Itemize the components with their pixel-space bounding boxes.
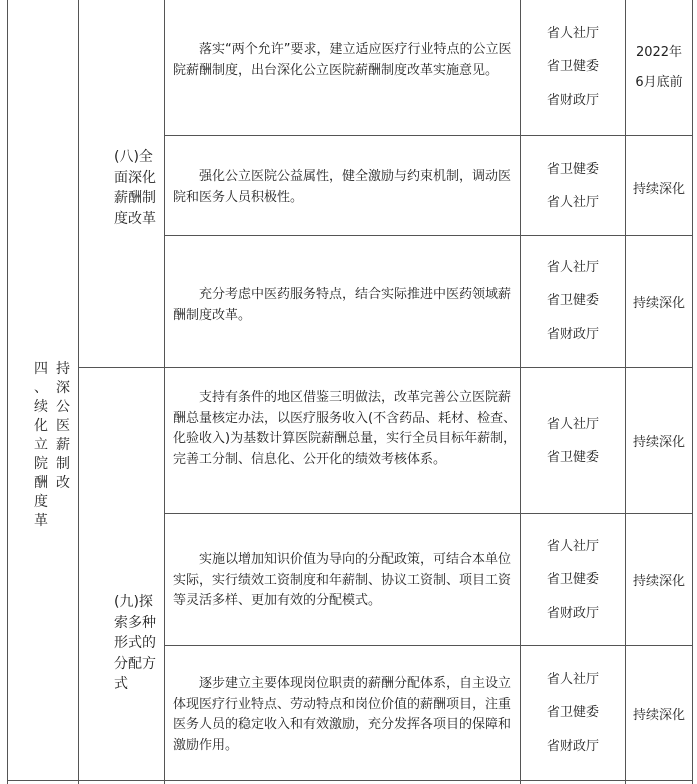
category-char: 医 — [56, 418, 70, 434]
dept-name: 省卫健委 — [546, 705, 599, 721]
category-char: 薪 — [56, 437, 70, 453]
category-char: 四 — [34, 361, 48, 377]
category-char: 公 — [56, 399, 70, 415]
dept-name: 省卫健委 — [546, 293, 599, 309]
table-divider-col2 — [164, 0, 165, 784]
deadline-line: 持续深化 — [632, 181, 685, 197]
dept-name: 省卫健委 — [546, 161, 599, 177]
deadline-line: 持续深化 — [632, 573, 685, 589]
table-border-left — [7, 0, 8, 784]
dept-name: 省卫健委 — [546, 572, 599, 588]
task-text: 逐步建立主要体现岗位职责的薪酬分配体系，自主设立体现医疗行业特点、劳动特点和岗位价值的薪酬项目，注重医务人员的稳定收入和有效激励，充分发挥各项目的保障和激励作用。 — [173, 676, 512, 753]
dept-name: 省财政厅 — [546, 92, 599, 108]
category-char: 深 — [56, 380, 70, 396]
category-char: 、 — [34, 380, 48, 396]
category-char: 革 — [34, 513, 48, 529]
category-char: 续 — [34, 399, 48, 415]
deadline-line: 2022年 — [635, 45, 683, 60]
row-divider — [164, 235, 693, 236]
dept-list — [521, 16, 625, 118]
table-bottom-border — [7, 780, 693, 781]
row-divider — [164, 513, 693, 514]
category-char: 制 — [56, 456, 70, 472]
deadline — [626, 38, 692, 98]
dept-name: 省人社厅 — [546, 259, 599, 275]
deadline-line: 持续深化 — [632, 434, 685, 450]
section-title: (八)全面深化薪酬制度改革 — [114, 149, 156, 227]
category-char: 立 — [34, 437, 48, 453]
dept-name: 省财政厅 — [546, 326, 599, 342]
table-border-right — [692, 0, 693, 784]
category-char: 院 — [34, 456, 48, 472]
category-char: 酬 — [34, 475, 48, 491]
dept-name: 省人社厅 — [546, 671, 599, 687]
category-char: 持 — [56, 361, 70, 377]
deadline-line: 持续深化 — [632, 707, 685, 723]
category-char: 度 — [34, 494, 48, 510]
dept-name: 省人社厅 — [546, 25, 599, 41]
dept-name: 省财政厅 — [546, 605, 599, 621]
deadline-line: 持续深化 — [632, 295, 685, 311]
task-text: 支持有条件的地区借鉴三明做法，改革完善公立医院薪酬总量核定办法，以医疗服务收入(不含药品、耗材、检查、化验收入)为基数计算医院薪酬总量，实行全员目标年薪制，完善工分制、信息化、公开化的绩效考核体系。 — [173, 390, 517, 467]
task-text: 充分考虑中医药服务特点，结合实际推进中医药领域薪酬制度改革。 — [173, 287, 512, 323]
table-divider-col4 — [625, 0, 626, 784]
dept-name: 省人社厅 — [546, 416, 599, 432]
category-char: 改 — [56, 475, 70, 491]
deadline — [626, 698, 692, 728]
dept-name: 省财政厅 — [546, 738, 599, 754]
deadline-line: 6月底前 — [635, 75, 683, 90]
dept-list — [521, 529, 625, 631]
deadline — [626, 425, 692, 455]
deadline — [626, 172, 692, 202]
task-text: 强化公立医院公益属性，健全激励与约束机制，调动医院和医务人员积极性。 — [173, 169, 512, 205]
deadline — [626, 286, 692, 316]
row-divider — [164, 645, 693, 646]
table-divider-col1 — [78, 0, 79, 784]
category-label-left — [30, 360, 52, 531]
row-divider — [164, 135, 693, 136]
dept-list — [521, 152, 625, 220]
dept-name: 省人社厅 — [546, 195, 599, 210]
section-divider — [78, 367, 693, 368]
dept-list — [521, 407, 625, 475]
task-text: 实施以增加知识价值为导向的分配政策，可结合本单位实际，实行绩效工资制度和年薪制、协议工资制、项目工资等灵活多样、更加有效的分配模式。 — [173, 552, 512, 608]
dept-list — [521, 250, 625, 352]
section-title: (九)探索多种形式的分配方式 — [114, 594, 156, 692]
dept-name: 省卫健委 — [546, 59, 599, 75]
category-label-right — [52, 360, 74, 493]
category-char: 化 — [34, 418, 48, 434]
deadline — [626, 564, 692, 594]
task-text: 落实“两个允许”要求，建立适应医疗行业特点的公立医院薪酬制度，出台深化公立医院薪酬制度改革实施意见。 — [173, 42, 512, 78]
dept-name: 省人社厅 — [546, 538, 599, 554]
dept-name: 省卫健委 — [546, 450, 599, 465]
dept-list — [521, 662, 625, 764]
